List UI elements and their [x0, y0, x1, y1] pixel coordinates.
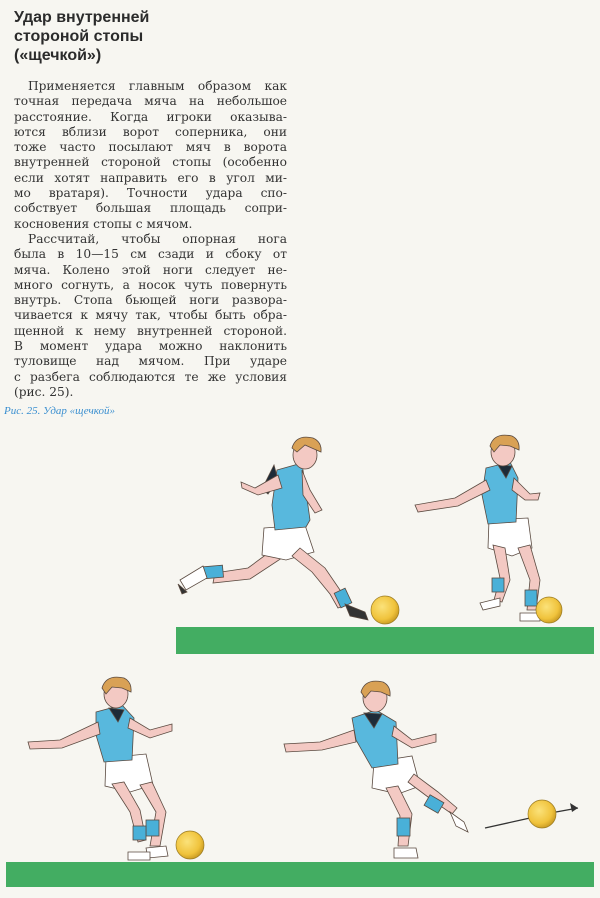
player-figure-4: [284, 681, 468, 858]
text-line: щенной к нему внутренней стороной.: [14, 323, 287, 338]
text-line: косновения стопы с мячом.: [14, 216, 193, 231]
text-line: (рис. 25).: [14, 384, 74, 399]
ball-4: [528, 800, 556, 828]
title-line: стороной стопы: [14, 28, 144, 45]
player-figure-1: [178, 437, 368, 620]
text-line: мо вратаря). Точности удара спо-: [14, 186, 287, 201]
text-line: внутренней стороной стопы (особенно: [14, 155, 287, 170]
text-line: внутрь. Стопа бьющей ноги развора-: [14, 293, 287, 308]
text-line: много согнуть, а носок чуть повернуть: [14, 277, 287, 292]
ball-2: [536, 597, 562, 623]
text-line: ются вблизи ворот соперника, они: [14, 124, 287, 139]
text-line: собствует большая площадь сопри-: [14, 201, 287, 216]
player-figure-2: [415, 435, 540, 621]
text-line: туловище над мячом. При ударе: [14, 354, 287, 369]
text-line: если хотят направить его в угол ми-: [14, 170, 287, 185]
ball-1: [371, 596, 399, 624]
ball-3: [176, 831, 204, 859]
text-line: чивается к мячу так, чтобы быть обра-: [14, 308, 287, 323]
text-line: Рассчитай, чтобы опорная нога: [28, 231, 287, 246]
text-line: расстояние. Когда игроки оказыва-: [14, 109, 287, 124]
text-line: точная передача мяча на небольшое: [14, 94, 287, 109]
text-line: с разбега соблюдаются те же условия: [14, 369, 287, 384]
text-line: была в 10—15 см сзади и сбоку от: [14, 247, 287, 262]
player-figure-3: [28, 677, 172, 860]
title-line: («щечкой»): [14, 47, 102, 64]
text-line: В момент удара можно наклонить: [14, 339, 287, 354]
text-line: Применяется главным образом как: [28, 79, 287, 93]
figure-caption: Рис. 25. Удар «щечкой»: [4, 405, 115, 417]
text-line: мяча. Колено этой ноги следует не-: [14, 262, 287, 277]
title-line: Удар внутренней: [14, 9, 150, 26]
text-line: тоже часто посылают мяч в ворота: [14, 140, 287, 155]
